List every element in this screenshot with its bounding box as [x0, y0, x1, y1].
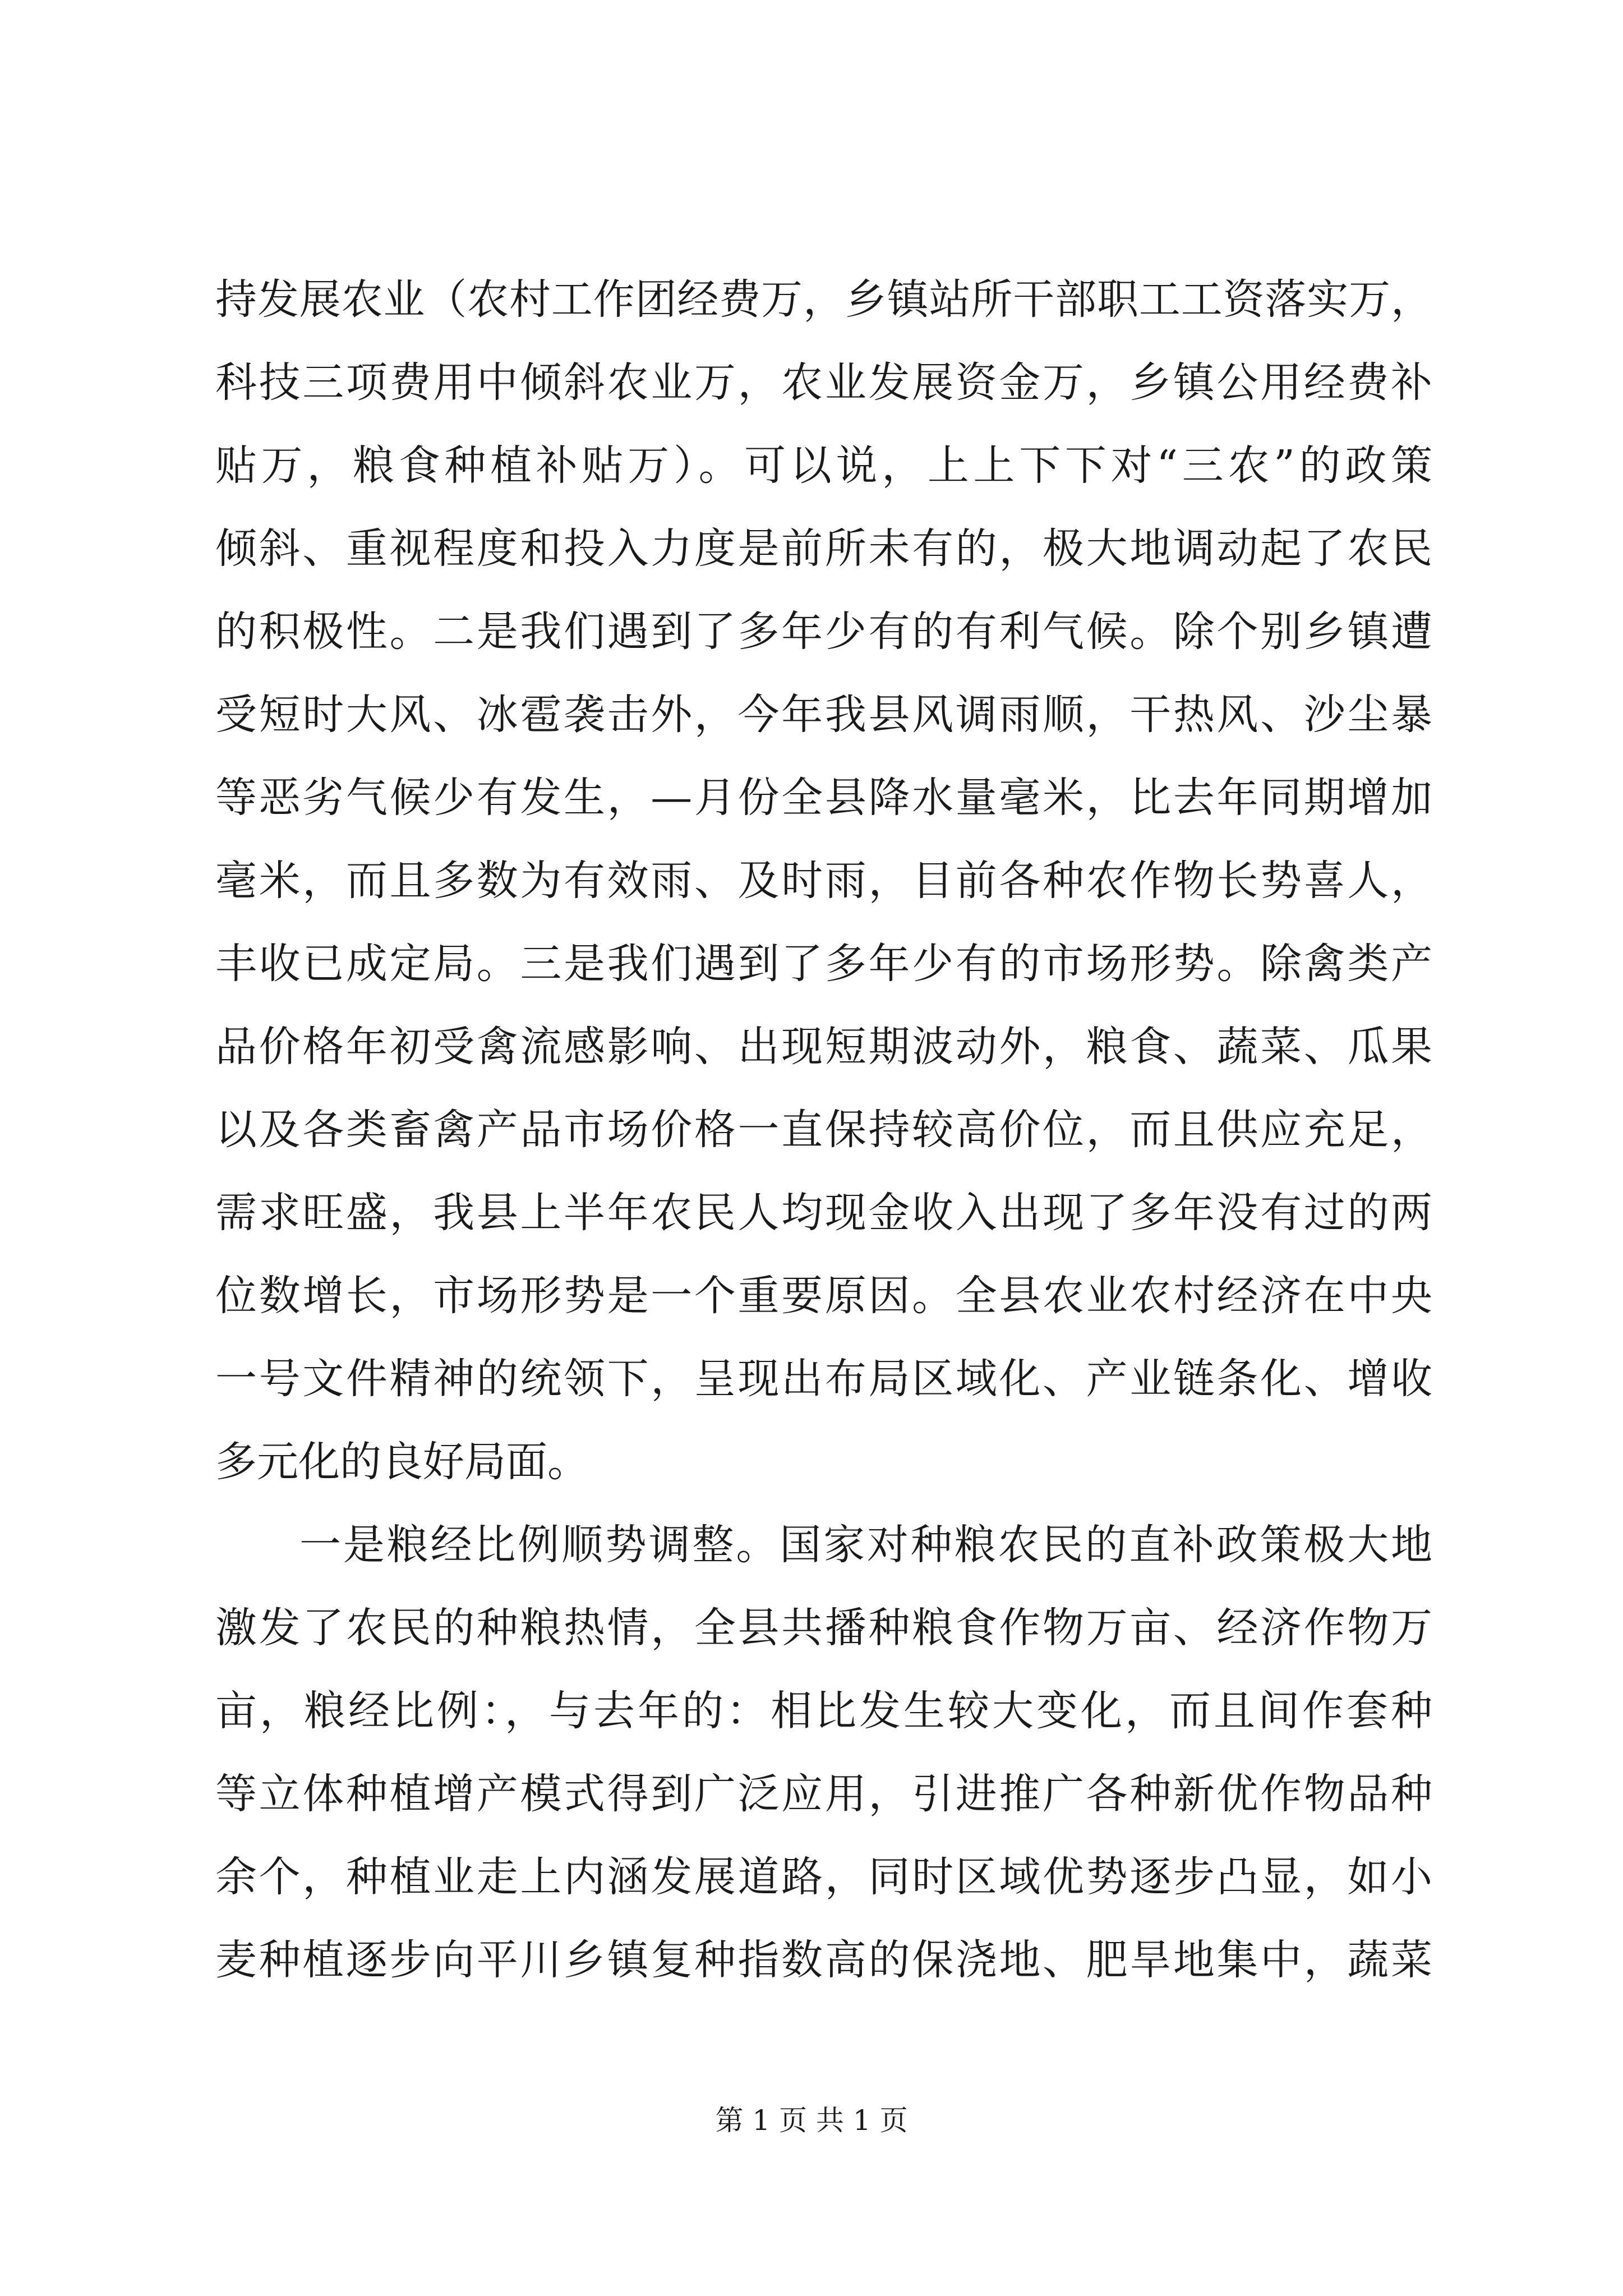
text-line: 麦种植逐步向平川乡镇复种指数高的保浇地、肥旱地集中，蔬菜 [215, 1936, 1432, 1984]
text-line: 位数增长，市场形势是一个重要原因。全县农业农村经济在中央 [215, 1272, 1432, 1320]
paragraph-1 [215, 258, 1432, 1503]
text-line: 以及各类畜禽产品市场价格一直保持较高价位，而且供应充足， [215, 1106, 1432, 1154]
text-line: 一是粮经比例顺势调整。国家对种粮农民的直补政策极大地 [299, 1521, 1432, 1569]
text-line: 需求旺盛，我县上半年农民人均现金收入出现了多年没有过的两 [215, 1189, 1432, 1237]
text-line: 亩，粮经比例：，与去年的：相比发生较大变化，而且间作套种 [215, 1687, 1432, 1735]
text-line: 倾斜、重视程度和投入力度是前所未有的，极大地调动起了农民 [215, 524, 1432, 573]
text-line: 余个，种植业走上内涵发展道路，同时区域优势逐步凸显，如小 [215, 1853, 1432, 1901]
text-line: 多元化的良好局面。 [215, 1438, 589, 1486]
text-line: 受短时大风、冰雹袭击外，今年我县风调雨顺，干热风、沙尘暴 [215, 691, 1432, 739]
document-body [215, 258, 1432, 2001]
text-line: 等恶劣气候少有发生，—月份全县降水量毫米，比去年同期增加 [215, 774, 1432, 822]
text-line: 贴万，粮食种植补贴万）。可以说，上上下下对“三农”的政策 [215, 441, 1432, 490]
text-line: 激发了农民的种粮热情，全县共播种粮食作物万亩、经济作物万 [215, 1604, 1432, 1652]
page-footer: 第 1 页 共 1 页 [715, 2104, 908, 2137]
text-line: 品价格年初受禽流感影响、出现短期波动外，粮食、蔬菜、瓜果 [215, 1023, 1432, 1071]
paragraph-2 [215, 1503, 1432, 2001]
text-line: 丰收已成定局。三是我们遇到了多年少有的市场形势。除禽类产 [215, 940, 1432, 988]
text-line: 科技三项费用中倾斜农业万，农业发展资金万，乡镇公用经费补 [215, 358, 1432, 407]
text-line: 毫米，而且多数为有效雨、及时雨，目前各种农作物长势喜人， [215, 857, 1432, 905]
text-line: 持发展农业（农村工作团经费万，乡镇站所干部职工工资落实万， [215, 275, 1432, 324]
text-line: 一号文件精神的统领下，呈现出布局区域化、产业链条化、增收 [215, 1355, 1432, 1403]
text-line: 等立体种植增产模式得到广泛应用，引进推广各种新优作物品种 [215, 1770, 1432, 1818]
text-line: 的积极性。二是我们遇到了多年少有的有利气候。除个别乡镇遭 [215, 608, 1432, 656]
